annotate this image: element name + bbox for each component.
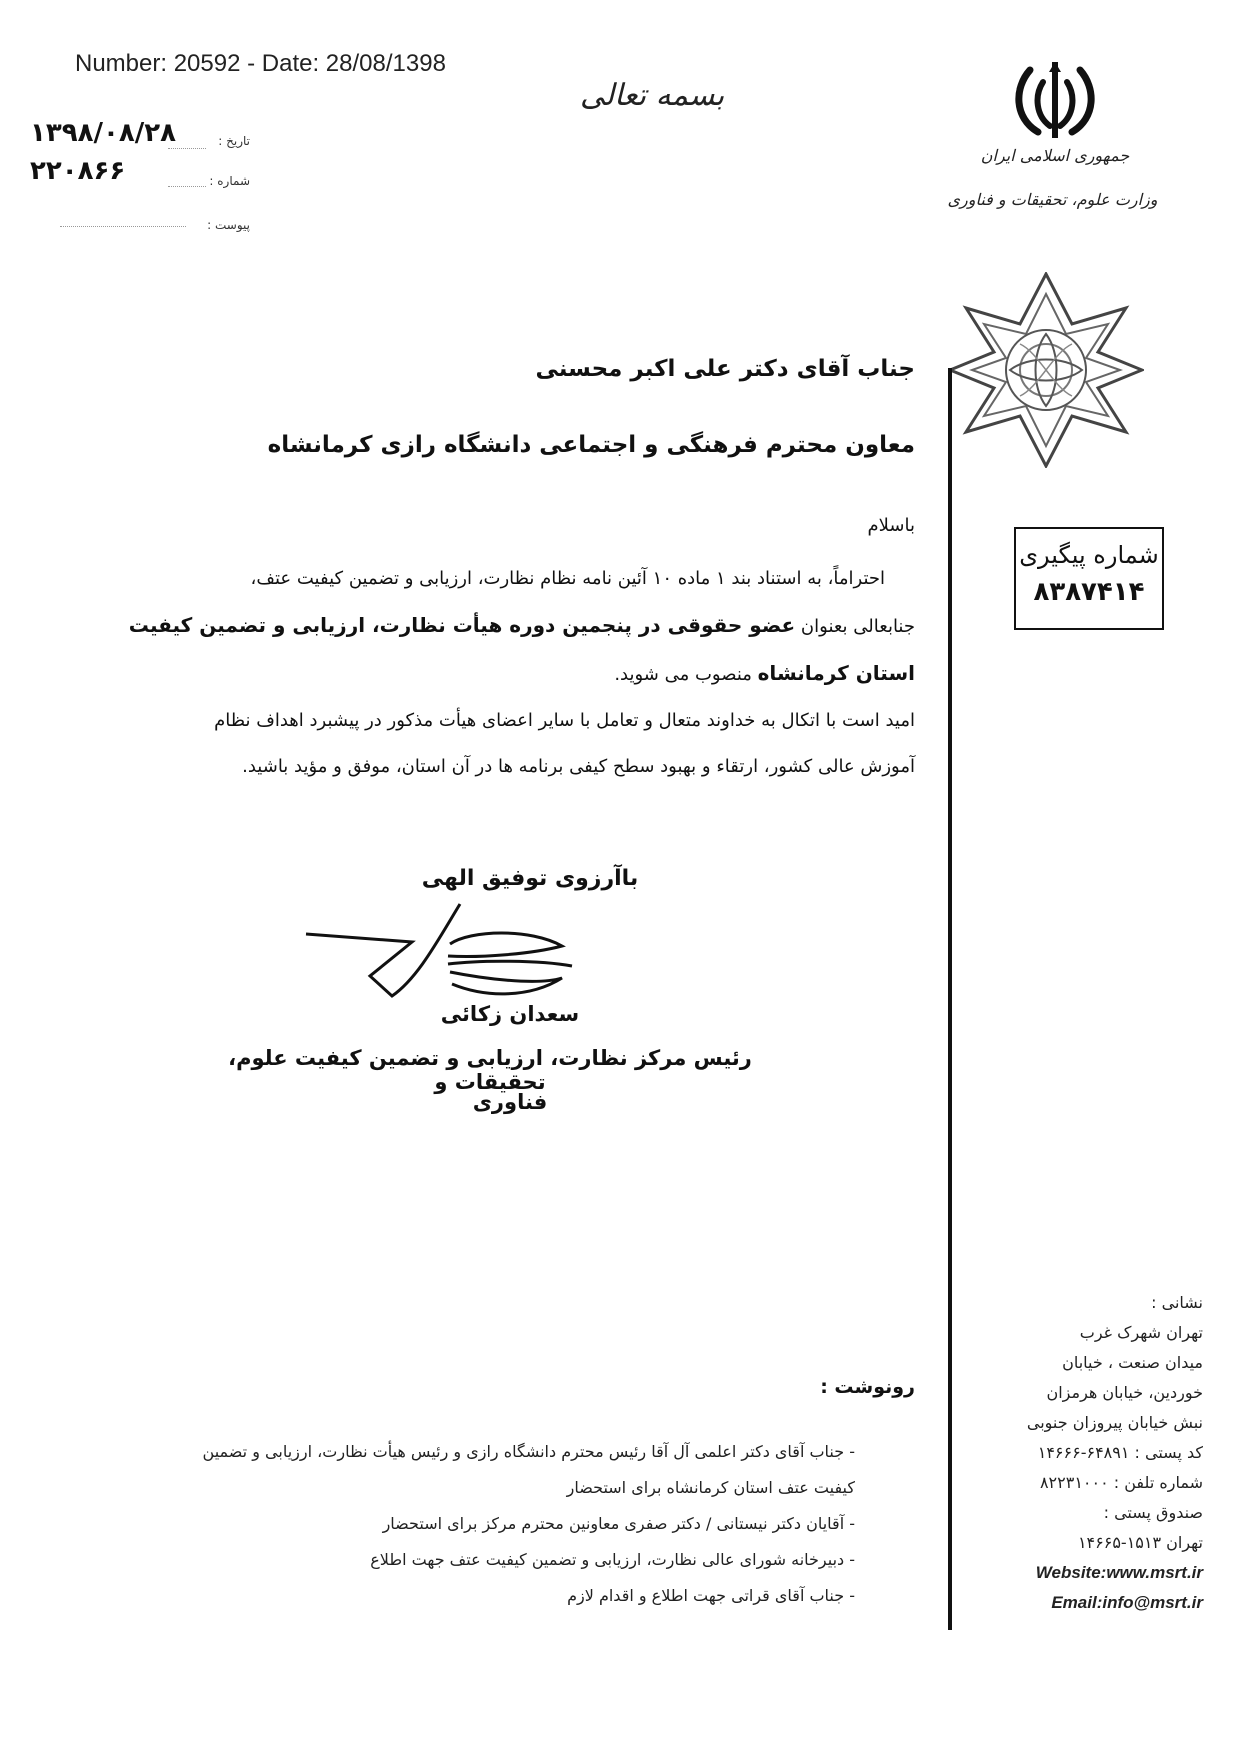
address-line-4: نبش خیابان پیروزان جنوبی bbox=[1026, 1413, 1203, 1432]
tracking-label: شماره پیگیری bbox=[1019, 541, 1159, 569]
tracking-number-box bbox=[1014, 527, 1164, 630]
signer-title-line-1: رئیس مرکز نظارت، ارزیابی و تضمین کیفیت علوم، تحقیقات و bbox=[228, 1046, 752, 1094]
number-value: ۲۲۰۸۶۶ bbox=[30, 156, 126, 186]
cc-list bbox=[75, 1434, 855, 1614]
pobox-value: تهران ۱۵۱۳-۱۴۶۶۵ bbox=[1077, 1533, 1203, 1552]
cc-item: - دبیرخانه شورای عالی نظارت، ارزیابی و تضمین کیفیت عتف جهت اطلاع bbox=[370, 1550, 855, 1569]
recipient-title: معاون محترم فرهنگی و اجتماعی دانشگاه رازی کرمانشاه bbox=[267, 432, 915, 458]
signer-name: سعدان زکائی bbox=[440, 1002, 580, 1026]
number-label: شماره : bbox=[209, 174, 250, 188]
letter-body bbox=[85, 556, 915, 790]
address-block bbox=[985, 1288, 1203, 1618]
address-line-2: میدان صنعت ، خیابان bbox=[1062, 1353, 1203, 1372]
ministry-line-country: جمهوری اسلامی ایران bbox=[980, 146, 1130, 165]
address-line-1: تهران شهرک غرب bbox=[1079, 1323, 1203, 1342]
cc-item: - آقایان دکتر نیستانی / دکتر صفری معاونین محترم مرکز برای استحضار bbox=[382, 1514, 855, 1533]
cc-item-continued: کیفیت عتف استان کرمانشاه برای استحضار bbox=[566, 1478, 855, 1497]
body-province: استان کرمانشاه bbox=[757, 661, 915, 685]
body-appointment-suffix: منصوب می شوید. bbox=[614, 664, 752, 685]
iran-emblem-icon bbox=[1010, 60, 1100, 140]
body-paragraph-2-line-1: امید است با اتکال به خداوند متعال و تعامل با سایر اعضای هیأت مذکور در پیشبرد اهداف نظام bbox=[214, 710, 915, 731]
number-dotted-line bbox=[168, 186, 206, 187]
website-link[interactable]: Website:www.msrt.ir bbox=[1035, 1563, 1203, 1582]
vertical-divider bbox=[948, 368, 952, 1630]
address-line-3: خوردین، خیابان هرمزان bbox=[1046, 1383, 1203, 1402]
document-number-date: Number: 20592 - Date: 28/08/1398 bbox=[75, 50, 446, 77]
body-paragraph-1-line-3 bbox=[85, 650, 915, 698]
signer-title-line-2: فناوری bbox=[472, 1090, 548, 1114]
attachment-row bbox=[30, 210, 250, 244]
body-appointment-role: عضو حقوقی در پنجمین دوره هیأت نظارت، ارزیابی و تضمین کیفیت bbox=[128, 613, 796, 637]
number-row bbox=[30, 156, 250, 194]
ornament-star-icon bbox=[948, 272, 1144, 468]
date-dotted-line bbox=[168, 148, 206, 149]
email-link[interactable]: Email:info@msrt.ir bbox=[1051, 1593, 1203, 1612]
signature-image bbox=[300, 900, 580, 1010]
phone-number: شماره تلفن : ۸۲۲۳۱۰۰۰ bbox=[1039, 1473, 1203, 1492]
ministry-line-name: وزارت علوم، تحقیقات و فناوری bbox=[947, 190, 1158, 209]
date-row bbox=[30, 118, 250, 156]
bismillah-heading: بسمه تعالی bbox=[580, 78, 725, 113]
body-appointment-prefix: جنابعالی بعنوان bbox=[800, 616, 915, 637]
date-label: تاریخ : bbox=[218, 134, 250, 148]
closing-wish: باآرزوی توفیق الهی bbox=[421, 866, 639, 891]
body-paragraph-1-line-2 bbox=[85, 602, 915, 650]
date-value: ۱۳۹۸/۰۸/۲۸ bbox=[30, 118, 176, 148]
tracking-value: ۸۳۸۷۴۱۴ bbox=[1033, 577, 1145, 607]
address-label: نشانی : bbox=[1151, 1293, 1203, 1312]
greeting: باسلام bbox=[867, 515, 915, 536]
recipient-name: جناب آقای دکتر علی اکبر محسنی bbox=[535, 356, 915, 382]
cc-item: - جناب آقای دکتر اعلمی آل آقا رئیس محترم دانشگاه رازی و رئیس هیأت نظارت، ارزیابی و تضمین bbox=[202, 1442, 855, 1461]
attachment-label: پیوست : bbox=[207, 218, 250, 232]
attachment-dotted-line bbox=[60, 226, 186, 227]
body-paragraph-1-line-1: احتراماً، به استناد بند ۱ ماده ۱۰ آئین نامه نظام نظارت، ارزیابی و تضمین کیفیت عتف، bbox=[250, 568, 885, 589]
cc-title: رونوشت : bbox=[820, 1376, 915, 1398]
postal-code: کد پستی : ۶۴۸۹۱-۱۴۶۶۶ bbox=[1037, 1443, 1203, 1462]
pobox-label: صندوق پستی : bbox=[1103, 1503, 1203, 1522]
body-paragraph-2-line-2: آموزش عالی کشور، ارتقاء و بهبود سطح کیفی برنامه ها در آن استان، موفق و مؤید باشید. bbox=[242, 756, 915, 777]
cc-item: - جناب آقای قراتی جهت اطلاع و اقدام لازم bbox=[567, 1586, 855, 1605]
